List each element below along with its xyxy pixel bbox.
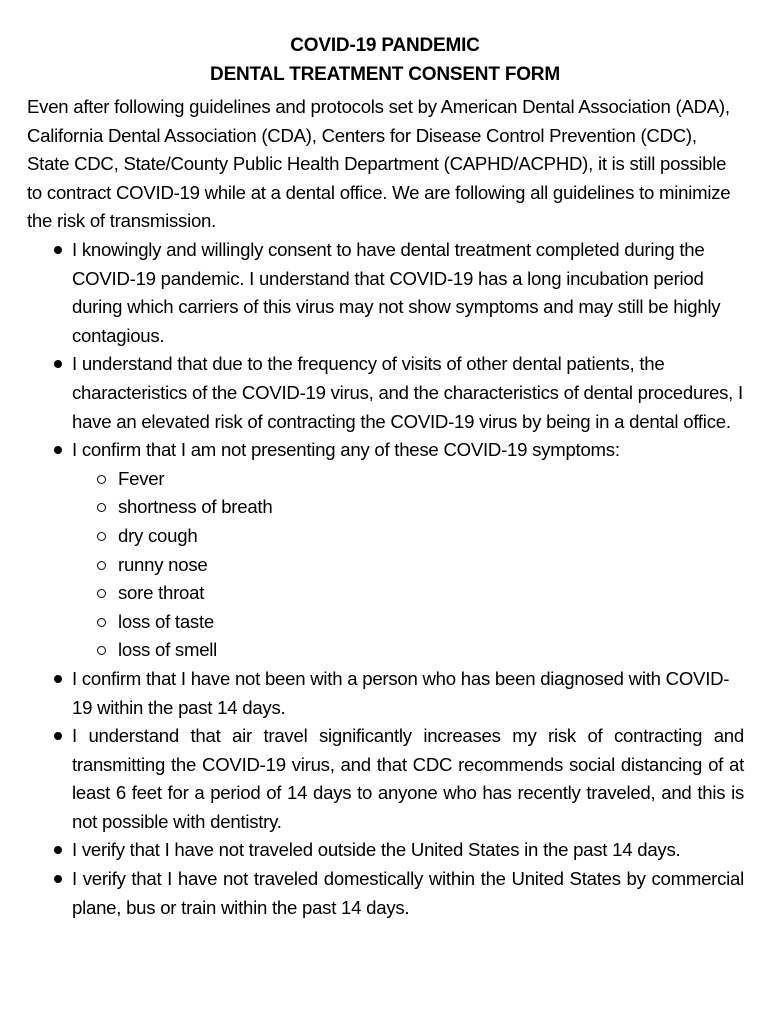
intro-paragraph: Even after following guidelines and protocols set by American Dental Association (ADA), California Dental Association (CDA), Centers for Disease Control Prevention (CDC), State CDC, State/County Public Health Department (CAPHD/ACPHD), it is still possible to contract COVID-19 while at a dental office. We are following all guidelines to minimize the risk of transmission.: [27, 96, 731, 232]
consent-item-text: I knowingly and willingly consent to have dental treatment completed during the COVID-19 pandemic. I understand that COVID-19 has a long incubation period during which carriers of this virus may not show symptoms and may still be highly contagious.: [72, 239, 721, 346]
consent-item-no-domestic-travel: [0, 865, 744, 922]
hollow-bullet-icon: [97, 561, 106, 570]
symptom-label: dry cough: [118, 524, 198, 546]
symptom-label: runny nose: [118, 553, 208, 575]
form-title-line-2: DENTAL TREATMENT CONSENT FORM: [210, 64, 560, 85]
symptoms-list: [72, 465, 744, 665]
hollow-bullet-icon: [97, 646, 106, 655]
hollow-bullet-icon: [97, 503, 106, 512]
bullet-icon: [54, 446, 62, 454]
bullet-icon: [54, 675, 62, 683]
consent-item-no-international-travel: [0, 836, 744, 865]
bullet-icon: [54, 246, 62, 254]
consent-item-no-exposure: [0, 665, 744, 722]
consent-item-text: I understand that due to the frequency of visits of other dental patients, the characteristics of the COVID-19 virus, and the characteristics of dental procedures, I have an elevated risk of contracting the COVID-19 virus by being in a dental office.: [72, 353, 743, 432]
symptom-label: loss of smell: [118, 639, 218, 661]
bullet-icon: [54, 875, 62, 883]
symptom-item: [72, 608, 744, 637]
hollow-bullet-icon: [97, 532, 106, 541]
hollow-bullet-icon: [97, 618, 106, 627]
symptom-item: [72, 636, 744, 665]
consent-item-text: I understand that air travel significantly increases my risk of contracting and transmitting the COVID-19 virus, and that CDC recommends social distancing of at least 6 feet for a period of 14 days to anyone who has recently traveled, and this is not possible with dentistry.: [72, 725, 744, 832]
consent-item-elevated-risk: [0, 350, 744, 436]
consent-statements-list: [0, 236, 770, 922]
consent-item-treatment: [0, 236, 744, 350]
symptom-item: [72, 465, 744, 494]
consent-item-text: I verify that I have not traveled domestically within the United States by commercial plane, bus or train within the past 14 days.: [72, 868, 744, 918]
consent-item-text: I confirm that I have not been with a person who has been diagnosed with COVID-19 within the past 14 days.: [72, 667, 730, 718]
symptom-item: [72, 522, 744, 551]
consent-item-symptoms: [0, 436, 744, 665]
symptom-label: loss of taste: [118, 610, 214, 632]
symptom-item: [72, 493, 744, 522]
form-title-line-1: COVID-19 PANDEMIC: [290, 35, 480, 56]
symptom-label: sore throat: [118, 582, 205, 604]
symptom-item: [72, 579, 744, 608]
symptom-label: shortness of breath: [118, 496, 273, 518]
bullet-icon: [54, 846, 62, 854]
hollow-bullet-icon: [97, 475, 106, 484]
bullet-icon: [54, 360, 62, 368]
consent-item-text: I confirm that I am not presenting any of these COVID-19 symptoms:: [72, 439, 620, 461]
hollow-bullet-icon: [97, 589, 106, 598]
symptom-label: Fever: [118, 467, 165, 489]
symptom-item: [72, 551, 744, 580]
bullet-icon: [54, 732, 62, 740]
consent-item-air-travel: [0, 722, 744, 836]
consent-item-text: I verify that I have not traveled outside the United States in the past 14 days.: [72, 839, 681, 861]
